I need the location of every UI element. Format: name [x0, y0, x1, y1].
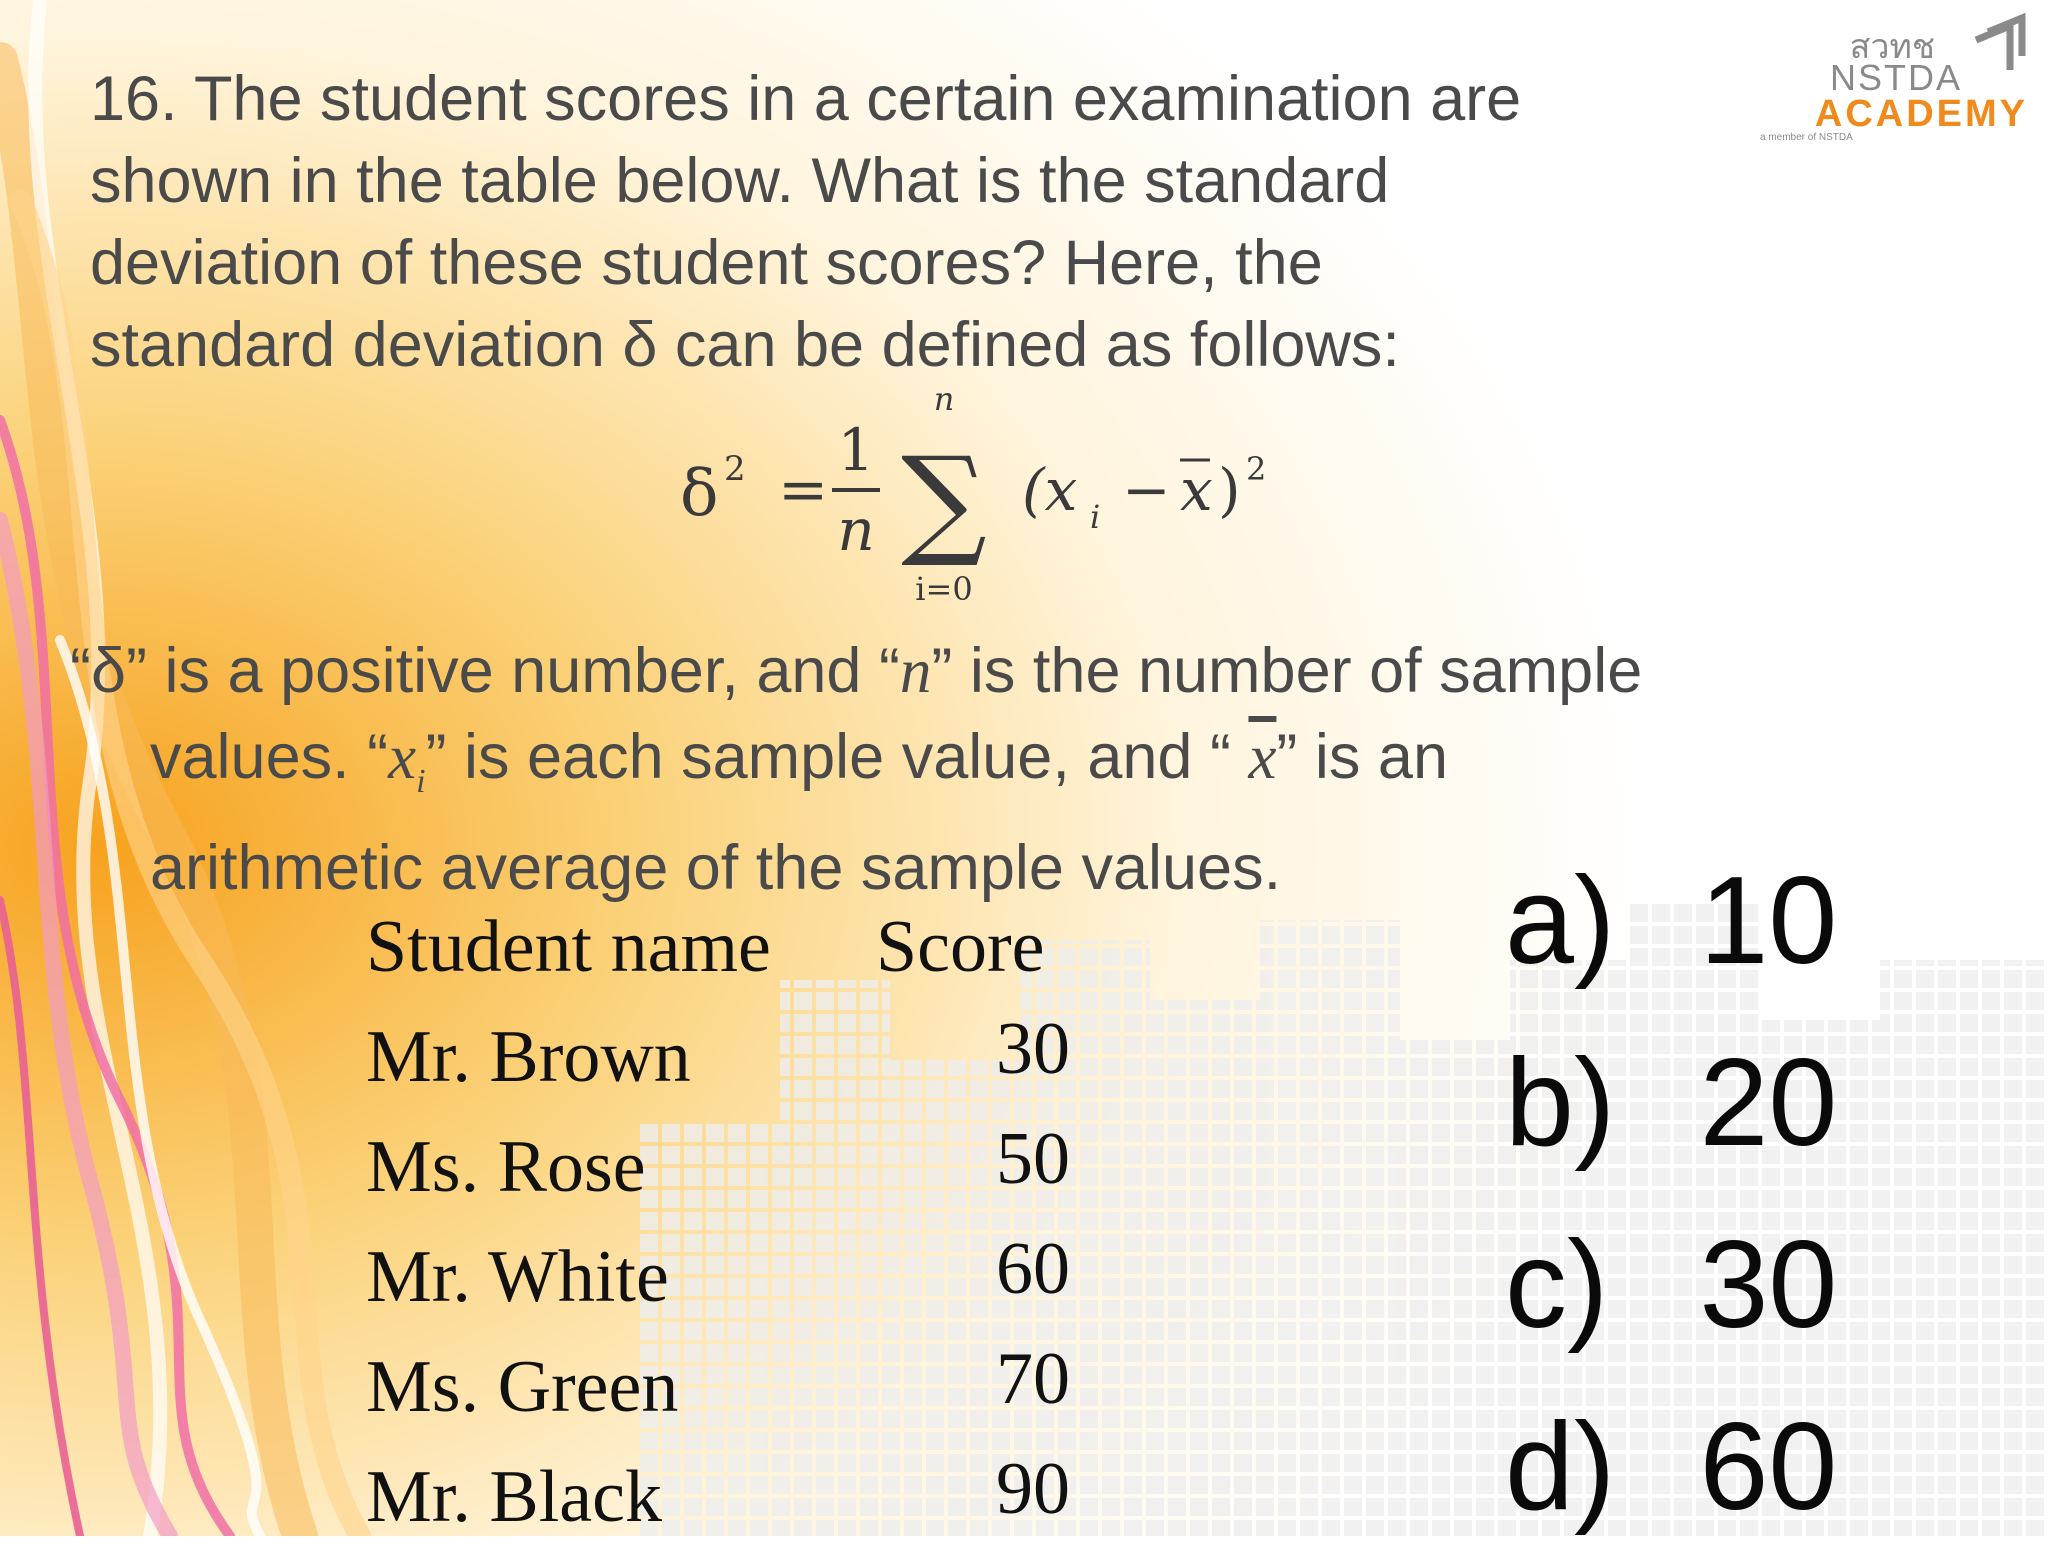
table-row: [366, 1338, 1070, 1455]
answer-option-b[interactable]: b) 20: [1505, 1034, 1838, 1172]
answer-choices: [1505, 830, 1837, 1558]
student-name: Ms. Rose: [366, 1126, 646, 1208]
table-row: [366, 1448, 1070, 1565]
formula-close: ): [1218, 456, 1241, 524]
formula-xbar: x: [1180, 456, 1213, 524]
question-line-4: standard deviation δ can be defined as follows:: [90, 310, 1400, 380]
formula-exponent: 2: [1246, 450, 1267, 488]
formula-numerator: 1: [837, 416, 875, 484]
question-text: [90, 58, 1670, 386]
formula-delta: δ: [680, 457, 719, 531]
definition-line-2: values. “$x_i$” is each sample value, and “ $\overline{x}$” is an: [150, 722, 1448, 800]
formula-body-sub: i: [1090, 498, 1101, 536]
logo-tagline: a member of NSTDA: [1760, 132, 1853, 140]
answer-option-d[interactable]: d) 60: [1505, 1398, 1838, 1536]
formula-denominator: n: [837, 496, 875, 564]
table-header: [366, 905, 1066, 1015]
student-name: Mr. Black: [366, 1456, 662, 1538]
student-score: 70: [996, 1338, 1070, 1420]
student-score: 60: [996, 1228, 1070, 1310]
formula-minus: −: [1122, 456, 1171, 524]
table-row: [366, 1228, 1070, 1345]
student-name: Ms. Green: [366, 1346, 679, 1428]
student-score: 50: [996, 1118, 1070, 1200]
formula-sigma: ∑: [901, 432, 987, 571]
formula-sigma-lower: i=0: [915, 570, 973, 608]
table-row: [366, 1008, 1070, 1125]
formula-body: (x: [1022, 456, 1078, 524]
nstda-academy-logo: [1730, 10, 2030, 140]
std-dev-formula: [680, 380, 1320, 610]
formula-delta-exponent: 2: [724, 449, 746, 489]
answer-option-c[interactable]: c) 30: [1505, 1216, 1838, 1354]
header-student-name: Student name: [366, 906, 771, 988]
student-score: 30: [996, 1008, 1070, 1090]
student-name: Mr. Brown: [366, 1016, 691, 1098]
logo-nstda: NSTDA: [1829, 57, 1962, 98]
formula-sigma-upper: n: [933, 380, 955, 418]
question-line-1: 16. The student scores in a certain examination are: [90, 64, 1522, 134]
logo-graphic: [1730, 10, 2030, 140]
question-line-3: deviation of these student scores? Here, the: [90, 228, 1323, 298]
question-line-2: shown in the table below. What is the standard: [90, 146, 1390, 216]
answer-option-a[interactable]: a) 10: [1505, 852, 1838, 990]
student-name: Mr. White: [366, 1236, 669, 1318]
header-score: Score: [876, 906, 1045, 988]
definition-line-1: “δ” is a positive number, and “n” is the number of sample: [70, 636, 1643, 706]
definition-line-3: arithmetic average of the sample values.: [150, 833, 1282, 903]
logo-academy: ACADEMY: [1814, 93, 2028, 135]
formula-equals: =: [778, 455, 829, 525]
logo-thai: สวทช: [1849, 28, 1935, 66]
student-score: 90: [996, 1448, 1070, 1530]
table-row: [366, 1118, 1070, 1235]
